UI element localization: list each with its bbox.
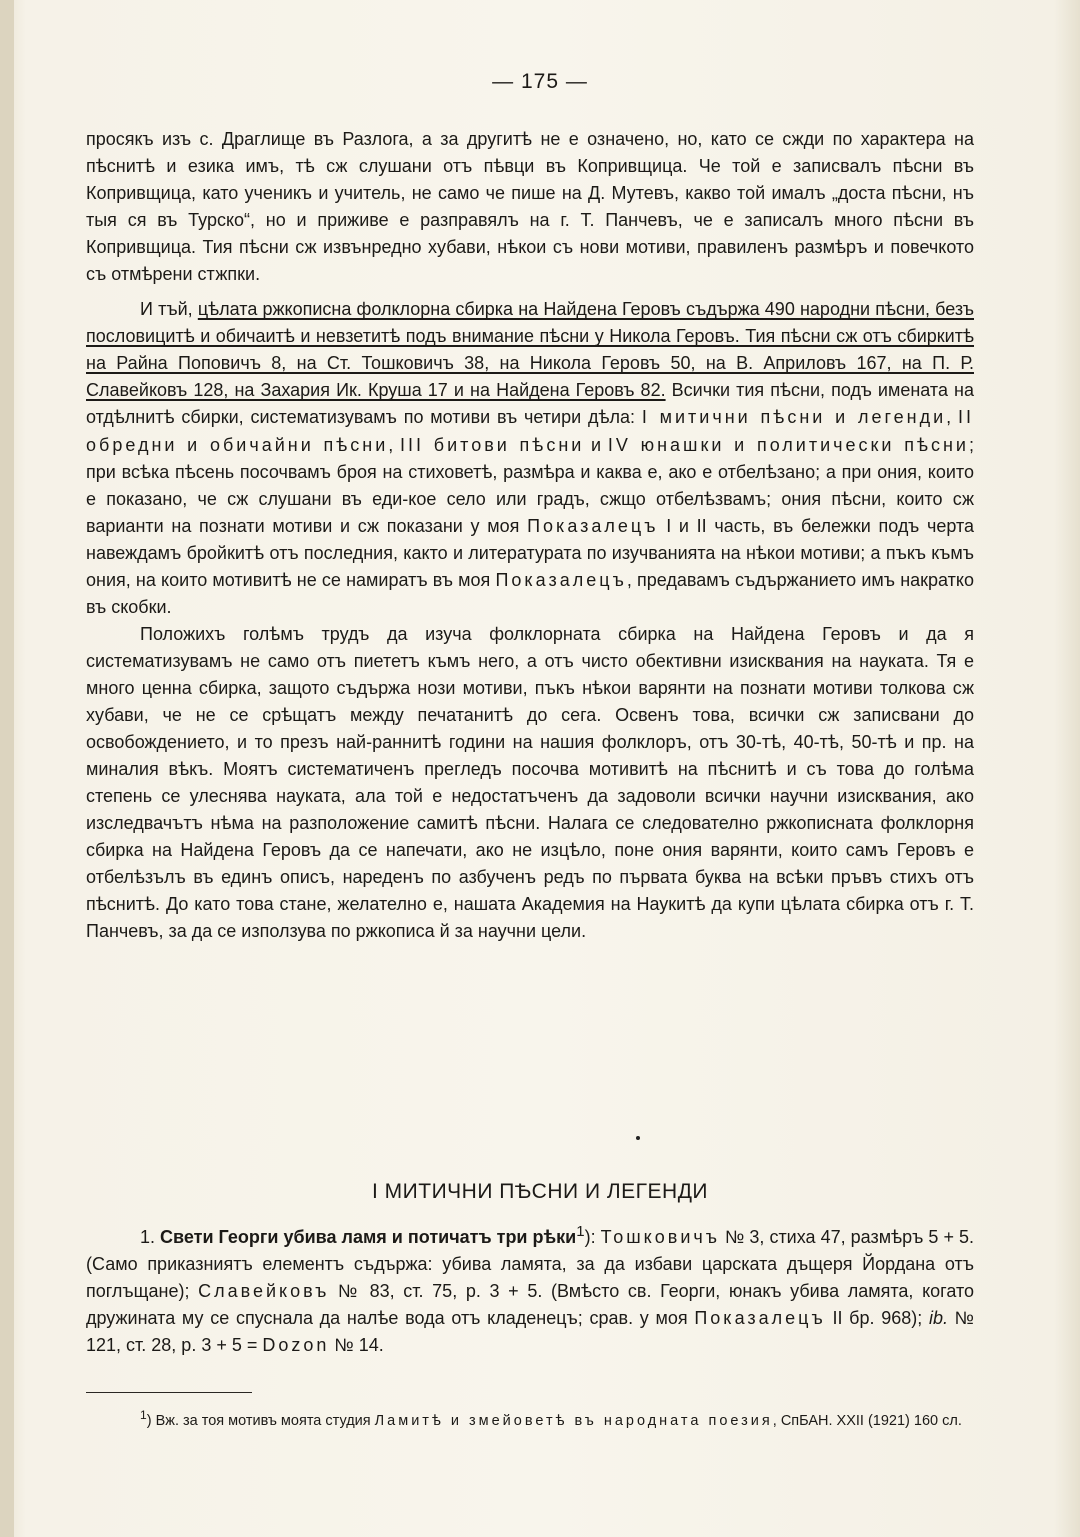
text-run: № 14. xyxy=(329,1335,384,1356)
page-edge-shadow xyxy=(0,0,14,1537)
category-mythic: I митични пѣсни и легенди xyxy=(641,407,947,428)
category-heroic: IV юнашки и политически пѣсни xyxy=(607,434,969,455)
footnote xyxy=(86,1404,974,1433)
entry-title: Свети Георги убива ламя и потичатъ три рѣки xyxy=(160,1227,577,1247)
paragraph-intro: просякъ изъ с. Драглище въ Разлога, а за другитѣ не е означено, но, като се сжди по характера на пѣснитѣ и езика имъ, тѣ сж слушани отъ пѣвци въ Копривщица. Че той е записвалъ пѣсни въ Копривщица, като ученикъ и учитель, не само че пише на Д. Мутевъ, какво той ималъ „доста пѣсни, нъ тыя ся въ Турско“, но и приживе е разправялъ на г. Т. Панчевъ, че е записалъ много пѣсни въ Копривщица. Тия пѣсни сж извънредно хубави, нѣкои съ нови мотиви, правиленъ размѣръ и повечкото съ отмѣрени стжпки. xyxy=(86,129,974,285)
text-run: , xyxy=(946,407,958,428)
source-name: Показалецъ xyxy=(694,1308,826,1329)
text-run: И тъй, xyxy=(140,299,198,320)
underlined-passage: цѣлата ржкописна фолклорна сбирка на Найдена Геровъ съдържа 490 народни пѣсни, безъ пословицитѣ и обичаитѣ и невзетитѣ подъ внимание пѣсни у Никола Геровъ. Тия пѣсни сж отъ сбиркитѣ на Райна Поповичъ 8, на Ст. Тошковичъ 38, на Никола Геровъ 50, на В. Априловъ 167, на П. Р. Славейковъ 128, на Захария Ик. Круша 17 и на Найдена Геровъ 82. xyxy=(86,299,974,401)
source-name: Славейковъ xyxy=(198,1281,330,1302)
text-run: ): xyxy=(584,1227,601,1247)
paragraph-conclusion: Положихъ голѣмъ трудъ да изуча фолклорната сбирка на Найдена Геровъ и да я систематизувамъ не само отъ пиететъ къмъ него, а отъ чисто обективни изисквания на науката. Тя е много ценна сбирка, защото съдържа нози мотиви, пъкъ нѣкои варянти на познати мотиви толкова сж хубави, че не се срѣщатъ между печатанитѣ до сега. Освенъ това, всички сж записвани до освобождението, и то презъ най-раннитѣ години на нашия фолклоръ, отъ 30-тѣ, 40-тѣ, 50-тѣ и пр. на миналия вѣкъ. Моятъ систематиченъ прегледъ посочва мотивитѣ на пѣснитѣ и съ това до голѣма степень се улеснява науката, ала той е недостатъченъ да задоволи всички научни изисквания, ако изследвачътъ нѣма на разположение самитѣ пѣсни. Налага се следователно ржкописната фолклорня сбирка на Найдена Геровъ да се напечати, ако не изцѣло, поне ония варянти, които самъ Геровъ е отбелѣзълъ въ единъ описъ, нареденъ по азбученъ редъ по първата буква на всѣки пръвъ стихъ отъ пѣснитѣ. До като това стане, желателно е, нашата Академия на Наукитѣ да купи цѣлата сбирка отъ г. Т. Панчевъ, за да се използува по ржкописа й за научни цели. xyxy=(86,623,974,942)
text-run: , СпБАН. XXII (1921) 160 сл. xyxy=(772,1412,962,1429)
footnote-number: 1 xyxy=(140,1408,147,1422)
footnote-mark: 1 xyxy=(576,1223,585,1240)
text-run: № 3, стиха 47, размѣръ 5 + 5. (Само приказниятъ елементъ съдържа: убива ламята, за да избави царската дъщеря Йордана отъ поглъщане); xyxy=(86,1227,974,1302)
text-run: , предавамъ съдържанието имъ накратко въ скобки. xyxy=(86,569,974,617)
book-reference: Показалецъ xyxy=(495,569,627,590)
text-run: ) Вж. за тоя мотивъ моята студия xyxy=(146,1412,375,1429)
page-number: — 175 — xyxy=(492,70,588,93)
section-heading: I МИТИЧНИ ПѢСНИ И ЛЕГЕНДИ xyxy=(371,1180,709,1203)
entry-paragraph xyxy=(86,1218,974,1359)
text-run: № 83, ст. 75, р. 3 + 5. (Вмѣсто св. Георги, юнакъ убива ламята, когато дружината му се спуснала да налѣе вода отъ кладенецъ; срав. у моя xyxy=(86,1281,975,1329)
text-run: II бр. 968); xyxy=(825,1308,929,1329)
text-run: , xyxy=(388,434,401,455)
text-run: № 121, ст. 28, р. 3 + 5 = xyxy=(86,1308,974,1356)
text-run: ; при всѣка пѣсень посочвамъ броя на стиховетѣ, размѣра и каква е, ако е отбелѣзано; а при ония, които е показано, че сж слушани въ еди-кое село или градъ, сжщо отбелѣзвамъ; ония пѣсни, които сж варианти на познати мотиви и сж показани у моя xyxy=(86,434,975,536)
ink-dot xyxy=(636,1136,640,1140)
paragraph-collection-summary xyxy=(86,296,974,621)
main-text xyxy=(86,126,974,945)
footnote-divider xyxy=(86,1392,252,1393)
category-ritual: II обредни и обичайни пѣсни xyxy=(86,407,974,455)
book-reference: Показалецъ xyxy=(527,515,659,536)
study-title: Ламитѣ и змейоветѣ въ народната поезия xyxy=(374,1412,773,1429)
source-name: Dozon xyxy=(262,1335,330,1356)
song-entry-1 xyxy=(86,1218,974,1359)
text-run: и xyxy=(584,434,608,455)
ibid-mark: ib. xyxy=(928,1308,948,1329)
source-name: Тошковичъ xyxy=(600,1227,720,1247)
footnote-text xyxy=(86,1404,974,1433)
entry-number: 1. xyxy=(140,1227,161,1247)
text-run: I и II часть, въ бележки подъ черта навеждамъ бройкитѣ отъ последния, както и литературата по изучванията на нѣкои мотиви; а пъкъ къмъ ония, на които мотивитѣ не се намиратъ въ моя xyxy=(86,515,975,590)
category-everyday: III битови пѣсни xyxy=(400,434,585,455)
text-run: Всички тия пѣсни, подъ имената на отдѣлнитѣ сбирки, систематизувамъ по мотиви въ четири дѣла: xyxy=(86,380,974,428)
